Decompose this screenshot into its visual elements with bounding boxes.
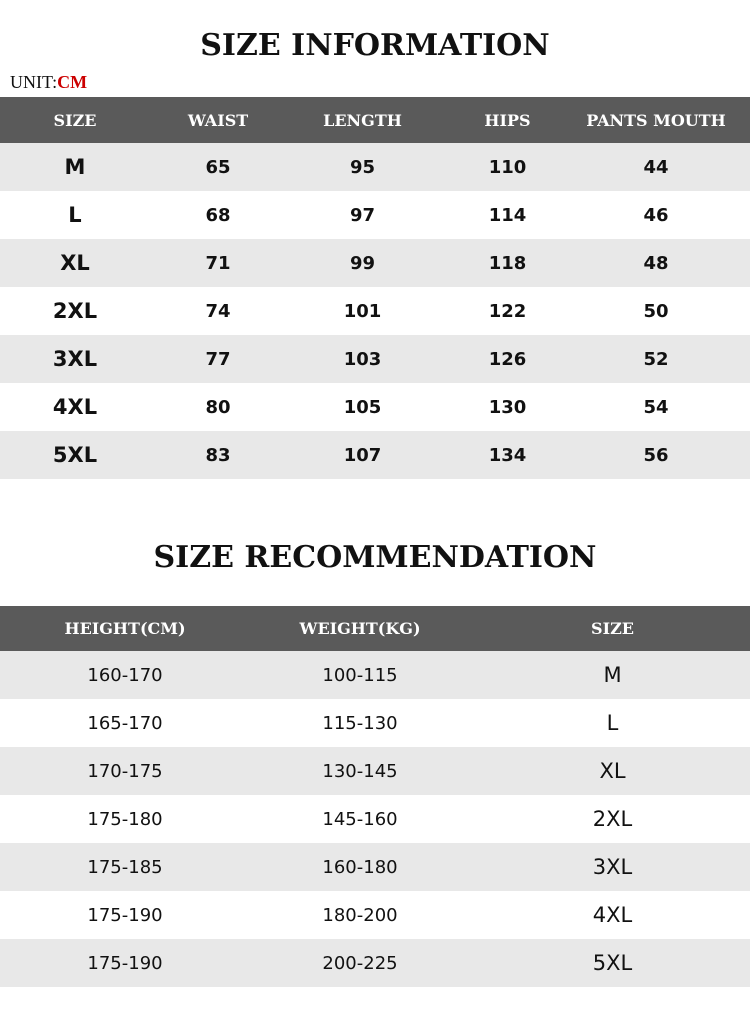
cell-height: 165-170: [87, 712, 163, 734]
cell-size: 3XL: [592, 855, 633, 879]
cell-height: 175-185: [87, 856, 163, 878]
cell-height: 175-190: [87, 904, 163, 926]
cell-hips: 126: [488, 348, 527, 370]
cell-hips: 110: [488, 156, 527, 178]
cell-size: L: [606, 711, 619, 735]
header-hips: HIPS: [484, 110, 531, 130]
cell-hips: 130: [488, 396, 527, 418]
unit-value: CM: [57, 72, 88, 92]
cell-size: 5XL: [52, 443, 98, 467]
cell-size: XL: [60, 251, 90, 275]
cell-pants-mouth: 46: [643, 204, 669, 226]
cell-size: 3XL: [52, 347, 98, 371]
cell-weight: 100-115: [322, 664, 398, 686]
cell-hips: 114: [488, 204, 527, 226]
cell-weight: 180-200: [322, 904, 398, 926]
header-length: LENGTH: [323, 110, 402, 130]
cell-length: 105: [343, 396, 382, 418]
cell-size: M: [603, 663, 622, 687]
cell-height: 170-175: [87, 760, 163, 782]
cell-waist: 65: [205, 156, 231, 178]
cell-size: M: [64, 155, 86, 179]
table-row: [0, 287, 750, 335]
unit-label: [10, 72, 87, 93]
table-row: [0, 143, 750, 191]
table-row: [0, 939, 750, 987]
cell-weight: 160-180: [322, 856, 398, 878]
cell-size: L: [68, 203, 82, 227]
cell-size: 2XL: [592, 807, 633, 831]
table-row: [0, 699, 750, 747]
cell-pants-mouth: 54: [643, 396, 669, 418]
cell-waist: 74: [205, 300, 231, 322]
cell-waist: 80: [205, 396, 231, 418]
cell-weight: 130-145: [322, 760, 398, 782]
table-row: [0, 747, 750, 795]
cell-pants-mouth: 50: [643, 300, 669, 322]
cell-size: 4XL: [592, 903, 633, 927]
size-information-header-row: [0, 97, 750, 143]
header-size: SIZE: [591, 619, 634, 638]
table-row: [0, 431, 750, 479]
cell-height: 175-180: [87, 808, 163, 830]
cell-pants-mouth: 52: [643, 348, 669, 370]
size-recommendation-title: SIZE RECOMMENDATION: [153, 540, 597, 575]
cell-height: 175-190: [87, 952, 163, 974]
cell-length: 101: [343, 300, 382, 322]
cell-pants-mouth: 56: [643, 444, 669, 466]
cell-length: 97: [349, 204, 376, 226]
cell-size: 2XL: [52, 299, 98, 323]
size-recommendation-table: [0, 606, 750, 987]
size-information-title: SIZE INFORMATION: [200, 28, 550, 63]
table-row: [0, 335, 750, 383]
cell-waist: 77: [205, 348, 231, 370]
cell-size: 4XL: [52, 395, 98, 419]
header-size: SIZE: [53, 110, 97, 130]
cell-pants-mouth: 48: [643, 252, 669, 274]
cell-pants-mouth: 44: [643, 156, 669, 178]
cell-waist: 71: [205, 252, 231, 274]
table-row: [0, 383, 750, 431]
cell-size: XL: [599, 759, 626, 783]
cell-length: 95: [349, 156, 376, 178]
cell-length: 107: [343, 444, 382, 466]
cell-length: 103: [343, 348, 382, 370]
cell-hips: 134: [488, 444, 527, 466]
cell-weight: 200-225: [322, 952, 398, 974]
header-height: HEIGHT(CM): [64, 619, 186, 638]
cell-weight: 115-130: [322, 712, 398, 734]
table-row: [0, 651, 750, 699]
header-weight: WEIGHT(KG): [299, 619, 421, 638]
header-waist: WAIST: [187, 110, 249, 130]
cell-height: 160-170: [87, 664, 163, 686]
cell-weight: 145-160: [322, 808, 398, 830]
table-row: [0, 239, 750, 287]
size-recommendation-header-row: [0, 606, 750, 651]
table-row: [0, 795, 750, 843]
table-row: [0, 191, 750, 239]
cell-waist: 68: [205, 204, 231, 226]
cell-size: 5XL: [592, 951, 633, 975]
header-pants-mouth: PANTS MOUTH: [586, 110, 726, 130]
table-row: [0, 843, 750, 891]
cell-hips: 118: [488, 252, 527, 274]
cell-waist: 83: [205, 444, 231, 466]
cell-length: 99: [349, 252, 376, 274]
size-information-table: [0, 97, 750, 479]
unit-label-text: UNIT:: [10, 72, 58, 92]
cell-hips: 122: [488, 300, 527, 322]
table-row: [0, 891, 750, 939]
